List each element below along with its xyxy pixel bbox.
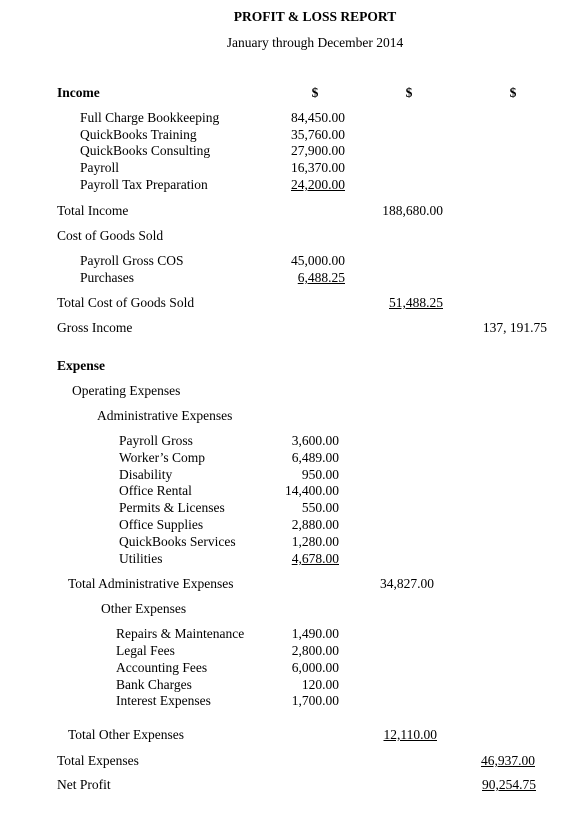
cogs-heading: Cost of Goods Sold — [57, 228, 164, 243]
other-item-label: Accounting Fees — [116, 660, 208, 675]
admin-item-label: Office Supplies — [119, 517, 204, 532]
other-item-value: 6,000.00 — [291, 660, 339, 675]
total-income-label: Total Income — [57, 203, 129, 218]
total-cogs-value: 51,488.25 — [389, 295, 443, 310]
admin-item-label: Office Rental — [119, 483, 192, 498]
other-item-value: 120.00 — [301, 677, 339, 692]
income-item-label: Full Charge Bookkeeping — [80, 110, 220, 125]
gross-income-value: 137, 191.75 — [482, 320, 547, 335]
admin-item-value: 3,600.00 — [291, 433, 339, 448]
income-item-label: Payroll — [80, 160, 119, 175]
net-profit-value: 90,254.75 — [482, 777, 536, 792]
other-item-label: Repairs & Maintenance — [116, 626, 245, 641]
other-item-value: 2,800.00 — [291, 643, 339, 658]
total-admin-label: Total Administrative Expenses — [68, 576, 234, 591]
cogs-item-label: Purchases — [80, 270, 134, 285]
report-title: PROFIT & LOSS REPORT — [233, 9, 397, 24]
admin-item-value: 14,400.00 — [285, 483, 339, 498]
operating-expenses-heading: Operating Expenses — [72, 383, 181, 398]
admin-item-value: 4,678.00 — [291, 551, 339, 566]
admin-item-value: 6,489.00 — [291, 450, 339, 465]
admin-item-value: 550.00 — [301, 500, 339, 515]
income-item-label: Payroll Tax Preparation — [80, 177, 208, 192]
admin-item-label: Worker’s Comp — [119, 450, 206, 465]
other-item-label: Bank Charges — [116, 677, 192, 692]
column-header-1: $ — [311, 85, 319, 100]
total-other-value: 12,110.00 — [383, 727, 437, 742]
admin-item-label: Payroll Gross — [119, 433, 193, 448]
admin-item-value: 950.00 — [301, 467, 339, 482]
other-item-label: Legal Fees — [116, 643, 175, 658]
admin-item-value: 1,280.00 — [291, 534, 339, 549]
cogs-item-value: 45,000.00 — [291, 253, 345, 268]
report-subtitle: January through December 2014 — [226, 35, 404, 50]
income-item-label: QuickBooks Consulting — [80, 143, 211, 158]
other-item-value: 1,490.00 — [291, 626, 339, 641]
total-cogs-label: Total Cost of Goods Sold — [57, 295, 195, 310]
admin-item-label: Permits & Licenses — [119, 500, 225, 515]
expense-heading: Expense — [57, 358, 106, 373]
income-heading: Income — [57, 85, 100, 100]
admin-item-label: Disability — [119, 467, 173, 482]
admin-expenses-heading: Administrative Expenses — [97, 408, 233, 423]
cogs-item-value: 6,488.25 — [297, 270, 345, 285]
income-item-value: 27,900.00 — [291, 143, 345, 158]
total-other-label: Total Other Expenses — [68, 727, 185, 742]
other-expenses-heading: Other Expenses — [101, 601, 187, 616]
income-item-value: 24,200.00 — [291, 177, 345, 192]
column-header-3: $ — [509, 85, 517, 100]
total-admin-value: 34,827.00 — [380, 576, 434, 591]
income-item-label: QuickBooks Training — [80, 127, 197, 142]
net-profit-label: Net Profit — [57, 777, 111, 792]
cogs-item-label: Payroll Gross COS — [80, 253, 184, 268]
gross-income-label: Gross Income — [57, 320, 133, 335]
admin-item-value: 2,880.00 — [291, 517, 339, 532]
other-item-label: Interest Expenses — [116, 693, 211, 708]
other-item-value: 1,700.00 — [291, 693, 339, 708]
income-item-value: 84,450.00 — [291, 110, 345, 125]
income-item-value: 16,370.00 — [291, 160, 345, 175]
column-header-2: $ — [405, 85, 413, 100]
admin-item-label: Utilities — [119, 551, 163, 566]
total-expenses-label: Total Expenses — [57, 753, 139, 768]
income-item-value: 35,760.00 — [291, 127, 345, 142]
total-income-value: 188,680.00 — [382, 203, 443, 218]
total-expenses-value: 46,937.00 — [481, 753, 535, 768]
admin-item-label: QuickBooks Services — [119, 534, 236, 549]
